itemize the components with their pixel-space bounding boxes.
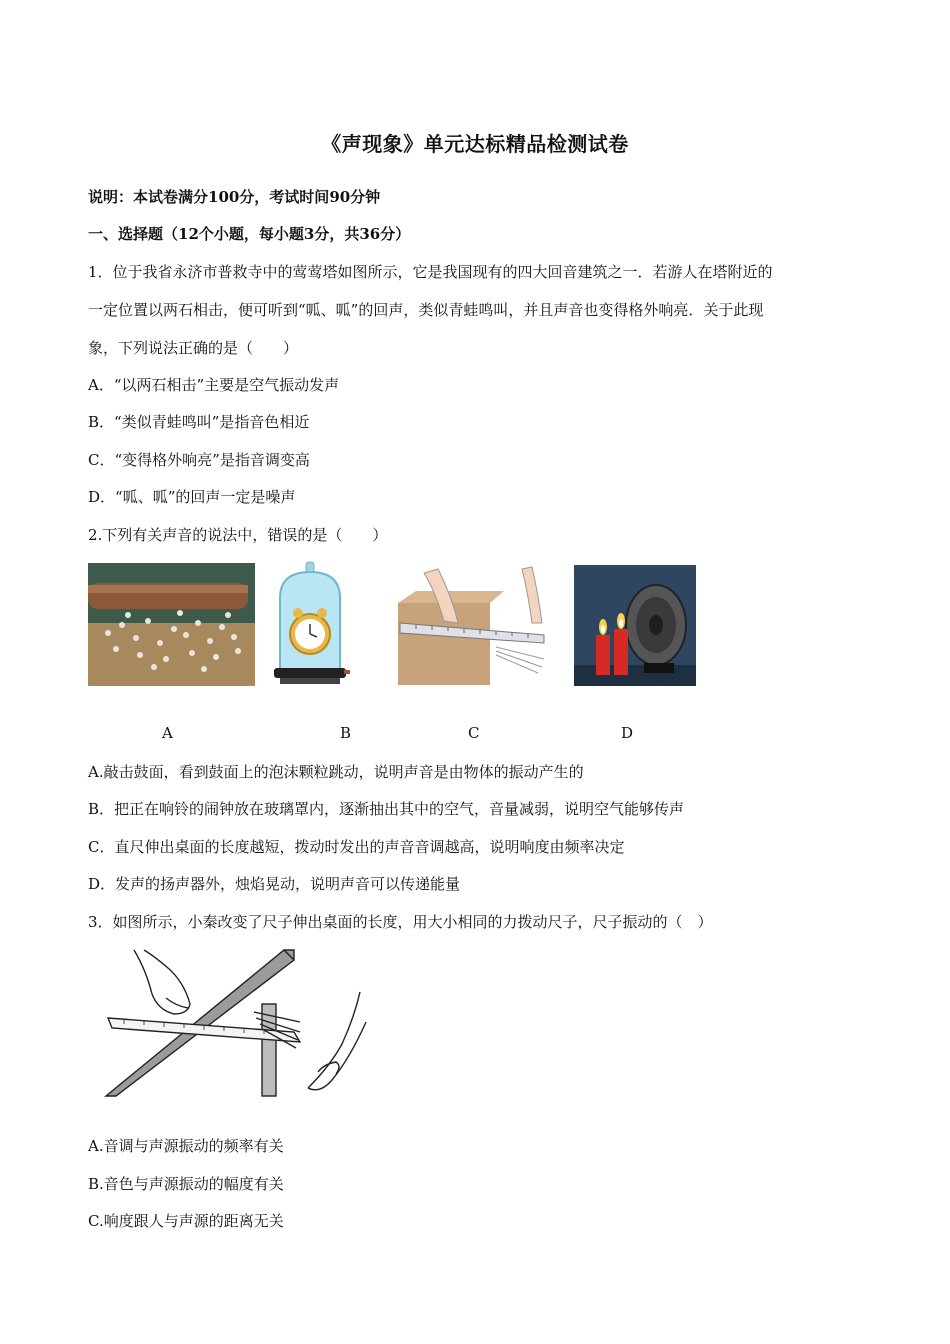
q2-option-b: B．把正在响铃的闹钟放在玻璃罩内，逐渐抽出其中的空气，音量减弱，说明空气能够传声: [88, 800, 685, 818]
ruler-table-drawing: [104, 948, 374, 1098]
figure-label-a: A: [162, 724, 173, 742]
q1-stem-line-2: 一定位置以两石相击，便可听到“呱、呱”的回声，类似青蛙鸣叫，并且声音也变得格外响亮．关于此现: [88, 301, 764, 319]
figure-label-b: B: [340, 724, 352, 742]
exam-note: 说明：本试卷满分100分，考试时间90分钟: [88, 188, 381, 206]
q1-option-a: A．“以两石相击”主要是空气振动发声: [88, 376, 340, 394]
q1-stem-line-3: 象，下列说法正确的是（ ）: [88, 339, 299, 357]
q1-option-d: D．“呱、呱”的回声一定是噪声: [88, 488, 296, 506]
section-heading: 一、选择题（12个小题，每小题3分，共36分）: [88, 225, 411, 243]
q2-stem: 2.下列有关声音的说法中，错误的是（ ）: [88, 526, 388, 544]
figure-label-d: D: [621, 724, 634, 742]
drum-foam-figure: [88, 563, 255, 686]
page-title: 《声现象》单元达标精品检测试卷: [321, 132, 629, 156]
q2-option-a: A.敲击鼓面，看到鼓面上的泡沫颗粒跳动，说明声音是由物体的振动产生的: [88, 763, 584, 781]
q1-option-b: B．“类似青蛙鸣叫”是指音色相近: [88, 413, 310, 431]
q3-option-a: A.音调与声源振动的频率有关: [88, 1137, 284, 1155]
speaker-candles-figure: [574, 565, 696, 686]
q3-option-b: B.音色与声源振动的幅度有关: [88, 1175, 284, 1193]
ruler-pluck-figure: [396, 563, 558, 688]
q1-option-c: C．“变得格外响亮”是指音调变高: [88, 451, 310, 469]
figure-label-c: C: [468, 724, 480, 742]
bell-jar-clock-figure: [270, 558, 350, 688]
q3-option-c: C.响度跟人与声源的距离无关: [88, 1212, 284, 1230]
q2-option-c: C．直尺伸出桌面的长度越短，拨动时发出的声音音调越高，说明响度由频率决定: [88, 838, 625, 856]
q3-stem: 3．如图所示，小秦改变了尺子伸出桌面的长度，用大小相同的力拨动尺子，尺子振动的（ ）: [88, 913, 713, 931]
q2-option-d: D．发声的扬声器外，烛焰晃动，说明声音可以传递能量: [88, 875, 461, 893]
q1-stem-line-1: 1．位于我省永济市普救寺中的莺莺塔如图所示，它是我国现有的四大回音建筑之一．若游人在塔附近的: [88, 263, 773, 281]
